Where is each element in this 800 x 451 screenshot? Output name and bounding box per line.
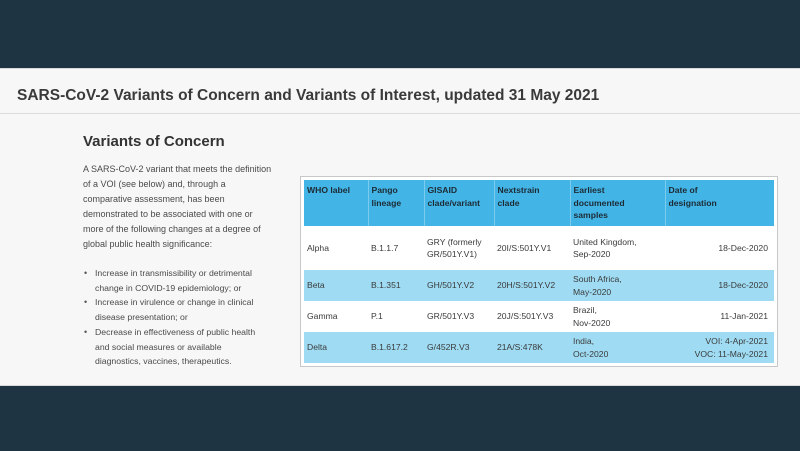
- bullet-line: diagnostics, vaccines, therapeutics.: [95, 356, 232, 367]
- list-item: [83, 325, 293, 369]
- intro-line: global public health significance:: [83, 239, 213, 249]
- intro-line: demonstrated to be associated with one or: [83, 209, 253, 219]
- cell-nextstrain: 20J/S:501Y.V3: [494, 301, 570, 332]
- cell-gisaid: G/452R.V3: [424, 332, 494, 363]
- table-header-row: [304, 180, 774, 226]
- variants-table: [304, 180, 774, 363]
- cell-who-label: Gamma: [304, 301, 368, 332]
- cell-nextstrain: 20H/S:501Y.V2: [494, 270, 570, 301]
- cell-who-label: Delta: [304, 332, 368, 363]
- variants-table-container: [300, 176, 778, 367]
- cell-designation: 18-Dec-2020: [665, 226, 774, 270]
- cell-pango: B.1.617.2: [368, 332, 424, 363]
- bullet-line: disease presentation; or: [95, 312, 188, 323]
- header-earliest-samples: Earliest documented samples: [570, 180, 665, 226]
- bullet-line: and social measures or available: [95, 341, 222, 352]
- header-gisaid-clade: GISAID clade/variant: [424, 180, 494, 226]
- bullet-icon: •: [84, 326, 88, 337]
- table-row: [304, 270, 774, 301]
- cell-gisaid: GH/501Y.V2: [424, 270, 494, 301]
- page-title: SARS-CoV-2 Variants of Concern and Variants of Interest, updated 31 May 2021: [17, 87, 600, 104]
- cell-earliest: India, Oct-2020: [570, 332, 665, 363]
- header-pango-lineage: Pango lineage: [368, 180, 424, 226]
- cell-who-label: Alpha: [304, 226, 368, 270]
- cell-designation: 11-Jan-2021: [665, 301, 774, 332]
- table-row: [304, 332, 774, 363]
- header-who-label: WHO label: [304, 180, 368, 226]
- intro-line: comparative assessment, has been: [83, 194, 225, 204]
- intro-line: of a VOI (see below) and, through a: [83, 179, 226, 189]
- cell-nextstrain: 20I/S:501Y.V1: [494, 226, 570, 270]
- list-item: [83, 266, 293, 295]
- cell-who-label: Beta: [304, 270, 368, 301]
- bullet-line: Increase in virulence or change in clinical: [95, 297, 254, 308]
- cell-pango: B.1.351: [368, 270, 424, 301]
- cell-pango: P.1: [368, 301, 424, 332]
- bullet-icon: •: [84, 268, 88, 278]
- section-title: Variants of Concern: [83, 133, 225, 150]
- intro-line: A SARS-CoV-2 variant that meets the definition: [83, 164, 272, 174]
- cell-earliest: United Kingdom, Sep-2020: [570, 226, 665, 270]
- cell-designation: 18-Dec-2020: [665, 270, 774, 301]
- cell-designation: VOI: 4-Apr-2021 VOC: 11-May-2021: [665, 332, 774, 363]
- cell-earliest: South Africa, May-2020: [570, 270, 665, 301]
- table-row: [304, 301, 774, 332]
- bullet-line: Increase in transmissibility or detrimental: [95, 268, 252, 278]
- bullet-line: Decrease in effectiveness of public health: [95, 326, 256, 337]
- document-page: [0, 68, 800, 386]
- cell-nextstrain: 21A/S:478K: [494, 332, 570, 363]
- intro-line: more of the following changes at a degree of: [83, 224, 261, 234]
- bullet-icon: •: [84, 297, 88, 308]
- cell-earliest: Brazil, Nov-2020: [570, 301, 665, 332]
- header-nextstrain-clade: Nextstrain clade: [494, 180, 570, 226]
- cell-gisaid: GR/501Y.V3: [424, 301, 494, 332]
- table-row: [304, 226, 774, 270]
- list-item: [83, 295, 293, 324]
- intro-paragraph: [83, 162, 298, 252]
- cell-pango: B.1.1.7: [368, 226, 424, 270]
- title-divider: [0, 113, 800, 114]
- bullet-line: change in COVID-19 epidemiology; or: [95, 282, 242, 293]
- cell-gisaid: GRY (formerly GR/501Y.V1): [424, 226, 494, 270]
- criteria-list: [83, 266, 293, 369]
- header-date-designation: Date of designation: [665, 180, 774, 226]
